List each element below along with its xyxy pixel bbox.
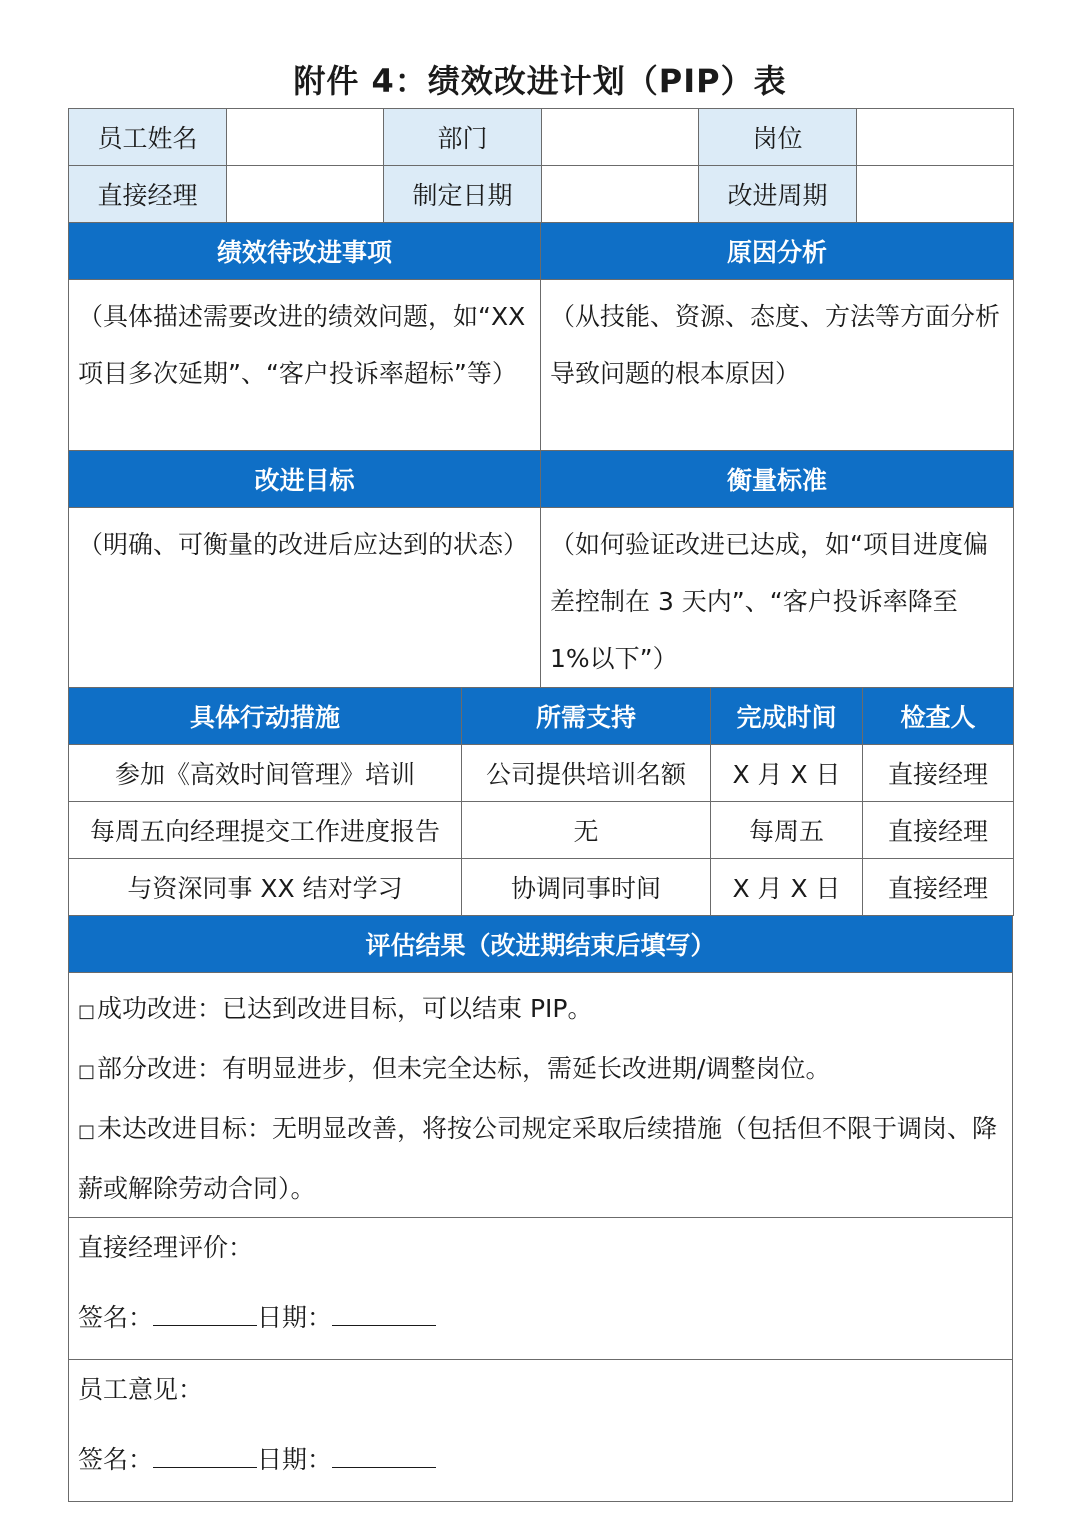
support-cell[interactable]: 公司提供培训名额 (462, 745, 711, 802)
checker-cell[interactable]: 直接经理 (863, 802, 1014, 859)
checker-cell[interactable]: 直接经理 (863, 745, 1014, 802)
date-field[interactable] (332, 1303, 436, 1326)
goal-text[interactable]: （明确、可衡量的改进后应达到的状态） (69, 508, 541, 688)
position-label: 岗位 (699, 109, 857, 166)
action-cell[interactable]: 与资深同事 XX 结对学习 (69, 859, 462, 916)
sign-label: 签名： (78, 1445, 154, 1474)
option-partial[interactable] (78, 1040, 1003, 1100)
evaluation-header: 评估结果（改进期结束后填写） (69, 916, 1013, 973)
info-table (68, 108, 1014, 223)
option-success-label: 成功改进：已达到改进目标，可以结束 PIP。 (97, 994, 593, 1023)
date-field[interactable] (542, 166, 699, 223)
evaluation-options (69, 973, 1013, 1218)
employee-sign-line (78, 1445, 1003, 1475)
pip-form (68, 108, 1013, 1502)
signature-field[interactable] (153, 1445, 257, 1468)
employee-name-label: 员工姓名 (69, 109, 227, 166)
employee-comment-label: 员工意见： (78, 1375, 204, 1404)
table-row (69, 802, 1014, 859)
action-header: 具体行动措施 (69, 688, 462, 745)
deadline-header: 完成时间 (711, 688, 863, 745)
manager-field[interactable] (227, 166, 384, 223)
action-cell[interactable]: 每周五向经理提交工作进度报告 (69, 802, 462, 859)
checker-cell[interactable]: 直接经理 (863, 859, 1014, 916)
checkbox-icon[interactable]: □ (78, 1121, 96, 1142)
table-row (69, 745, 1014, 802)
manager-comment-box[interactable] (69, 1218, 1013, 1360)
cause-text[interactable]: （从技能、资源、态度、方法等方面分析导致问题的根本原因） (541, 280, 1014, 451)
date-label: 制定日期 (384, 166, 542, 223)
issues-text[interactable]: （具体描述需要改进的绩效问题，如“XX 项目多次延期”、“客户投诉率超标”等） (69, 280, 541, 451)
checkbox-icon[interactable]: □ (78, 1001, 96, 1022)
analysis-table (68, 222, 1014, 688)
support-cell[interactable]: 协调同事时间 (462, 859, 711, 916)
option-partial-label: 部分改进：有明显进步，但未完全达标，需延长改进期/调整岗位。 (97, 1054, 831, 1083)
manager-label: 直接经理 (69, 166, 227, 223)
employee-comment-box[interactable] (69, 1360, 1013, 1502)
evaluation-table (68, 915, 1013, 1502)
date-field[interactable] (332, 1445, 436, 1468)
deadline-cell[interactable]: X 月 X 日 (711, 745, 863, 802)
option-success[interactable] (78, 980, 1003, 1040)
support-header: 所需支持 (462, 688, 711, 745)
support-cell[interactable]: 无 (462, 802, 711, 859)
actions-table (68, 687, 1014, 916)
deadline-cell[interactable]: 每周五 (711, 802, 863, 859)
date-label: 日期： (257, 1445, 333, 1474)
signature-field[interactable] (153, 1303, 257, 1326)
goal-header: 改进目标 (69, 451, 541, 508)
checkbox-icon[interactable]: □ (78, 1061, 96, 1082)
period-field[interactable] (857, 166, 1014, 223)
department-field[interactable] (542, 109, 699, 166)
period-label: 改进周期 (699, 166, 857, 223)
cause-header: 原因分析 (541, 223, 1014, 280)
department-label: 部门 (384, 109, 542, 166)
manager-sign-line (78, 1303, 1003, 1333)
table-row (69, 859, 1014, 916)
option-fail[interactable] (78, 1100, 1003, 1217)
deadline-cell[interactable]: X 月 X 日 (711, 859, 863, 916)
employee-name-field[interactable] (227, 109, 384, 166)
option-fail-label: 未达改进目标：无明显改善，将按公司规定采取后续措施（包括但不限于调岗、降薪或解除劳动合同）。 (78, 1114, 998, 1203)
page-title: 附件 4：绩效改进计划（PIP）表 (293, 62, 787, 100)
criteria-text[interactable]: （如何验证改进已达成，如“项目进度偏差控制在 3 天内”、“客户投诉率降至 1%以下”） (541, 508, 1014, 688)
checker-header: 检查人 (863, 688, 1014, 745)
position-field[interactable] (857, 109, 1014, 166)
action-cell[interactable]: 参加《高效时间管理》培训 (69, 745, 462, 802)
manager-comment-label: 直接经理评价： (78, 1233, 254, 1262)
sign-label: 签名： (78, 1303, 154, 1332)
issues-header: 绩效待改进事项 (69, 223, 541, 280)
date-label: 日期： (257, 1303, 333, 1332)
criteria-header: 衡量标准 (541, 451, 1014, 508)
